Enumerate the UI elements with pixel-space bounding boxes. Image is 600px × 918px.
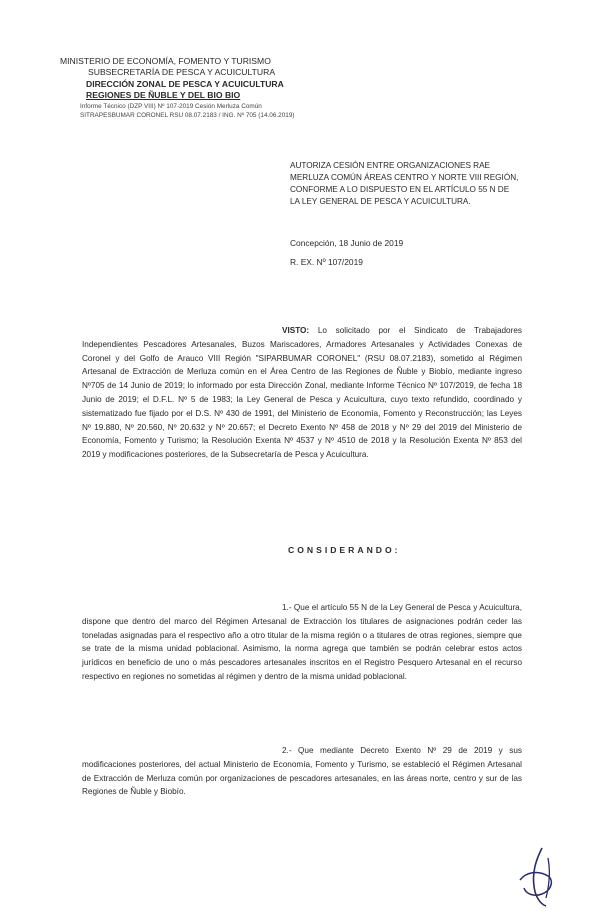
visto-label: VISTO: — [282, 326, 310, 335]
zonal-direction-name: DIRECCIÓN ZONAL DE PESCA Y ACUICULTURA — [86, 78, 284, 89]
resolution-number: R. EX. Nº 107/2019 — [290, 257, 363, 267]
visto-paragraph — [82, 324, 522, 462]
resolution-subject: AUTORIZA CESIÓN ENTRE ORGANIZACIONES RAE MERLUZA COMÚN ÁREAS CENTRO Y NORTE VIII REGIÓN, CONFORME A LO DISPUESTO EN EL ARTÍCULO 55 N DE LA LEY GENERAL DE PESCA Y ACUICULTURA. — [290, 161, 519, 206]
regions-name: REGIONES DE ÑUBLE Y DEL BIO BIO — [86, 90, 241, 101]
considerando-heading: CONSIDERANDO: — [288, 545, 401, 555]
resolution-date: Concepción, 18 Junio de 2019 — [290, 238, 404, 248]
visto-text: Lo solicitado por el Sindicato de Trabajadores Independientes Pescadores Artesanales, Buzos Mariscadores, Armadores Artesanales y Actividades Conexas de Coronel y del Golfo de Arauco VIII Región "SIPARBUMAR CORONEL" (RSU 08.07.2183), sometido al Régimen Artesanal de Extracción de Merluza común en el Área Centro de las Regiones de Ñuble y Biobío, mediante ingreso Nº705 de 14 Junio de 2019; lo informado por esta Dirección Zonal, mediante Informe Técnico Nº 107/2019, de fecha 18 Junio de 2019; el D.F.L. Nº 5 de 1983; la Ley General de Pesca y Acuicultura, cuyo texto refundido, coordinado y sistematizado fue fijado por el D.S. Nº 430 de 1991, del Ministerio de Economía, Fomento y Reconstrucción; las Leyes Nº 19.880, Nº 20.560, Nº 20.632 y Nº 20.657; el Decreto Exento Nº 458 de 2018 y Nº 29 del 2019 del Ministerio de Economía, Fomento y Turismo; la Resolución Exenta Nº 4537 y Nº 4510 de 2018 y la Resolución Exenta Nº 853 del 2019 y modificaciones posteriores, de la Subsecretaría de Pesca y Acuicultura. — [82, 326, 522, 460]
ministry-name: MINISTERIO DE ECONOMÍA, FOMENTO Y TURISMO — [60, 56, 271, 66]
considerando-2-text: 2.- Que mediante Decreto Exento Nº 29 de 2019 y sus modificaciones posteriores, del actual Ministerio de Economía, Fomento y Turismo, se estableció el Régimen Artesanal de Extracción de Merluza común por organizaciones de pescadores artesanales, en las áreas norte, centro y sur de las Regiones de Ñuble y Biobío. — [82, 746, 522, 797]
reference-line-2: SITRAPESBUMAR CORONEL RSU 08.07.2183 / ING. Nº 705 (14.06.2019) — [80, 111, 295, 119]
subsecretary-name: SUBSECRETARÍA DE PESCA Y ACUICULTURA — [88, 67, 276, 78]
considerando-1-text: 1.- Que el artículo 55 N de la Ley General de Pesca y Acuicultura, dispone que dentro del marco del Régimen Artesanal de Extracción los titulares de asignaciones podrán ceder las toneladas asignadas para el respectivo año a otro titular de la misma región o a titulares de otras regiones, siempre que se trate de la misma unidad poblacional. Asimismo, la norma agrega que también se podrán celebrar estos actos jurídicos en beneficio de uno o más pescadores artesanales inscritos en el Registro Pesquero Artesanal en el recurso respectivo en regiones no sometidas al régimen y dentro de la misma unidad poblacional. — [82, 603, 522, 681]
signature-initials-icon — [512, 846, 560, 908]
considerando-paragraph-2 — [82, 744, 522, 799]
letterhead — [58, 56, 308, 120]
reference-line-1: Informe Técnico (DZP VIII) Nº 107-2019 Cesión Merluza Común — [80, 102, 262, 110]
considerando-paragraph-1 — [82, 601, 522, 684]
